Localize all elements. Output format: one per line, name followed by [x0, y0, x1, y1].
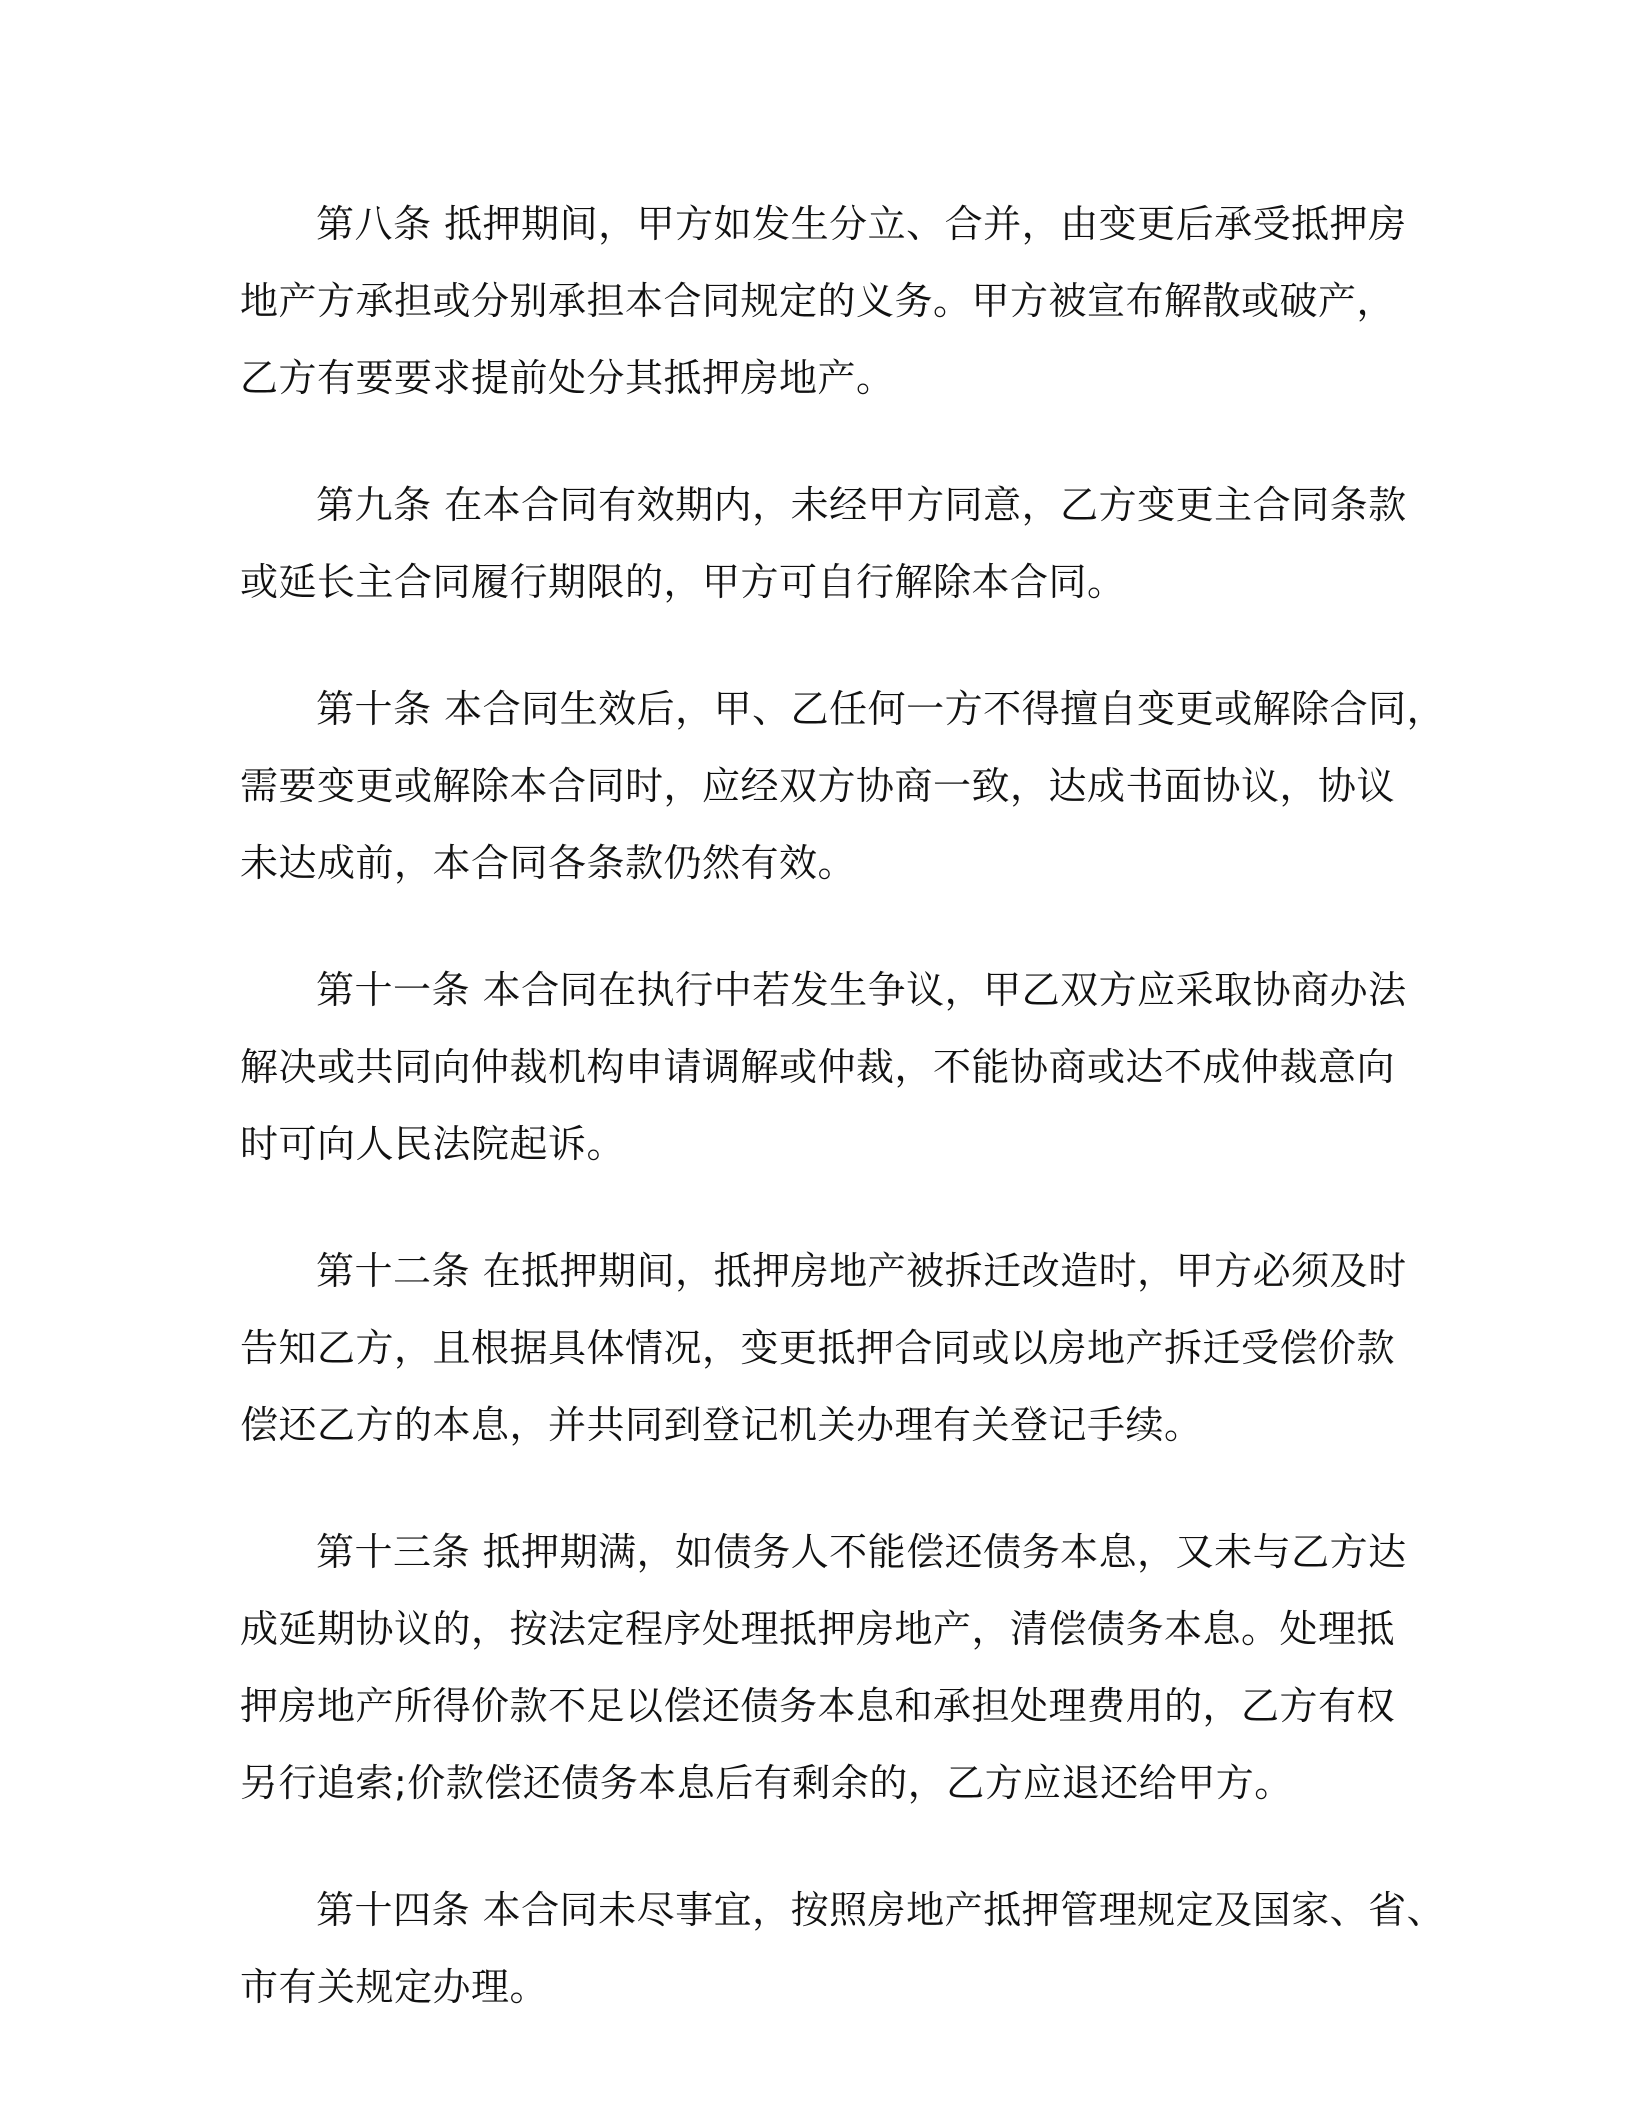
clause-line: 成延期协议的，按法定程序处理抵押房地产，清偿债务本息。处理抵	[240, 1607, 1396, 1651]
clause-line: 第十四条 本合同未尽事宜，按照房地产抵押管理规定及国家、省、	[316, 1888, 1446, 1932]
clause-9	[240, 467, 1407, 621]
clause-line: 或延长主合同履行期限的，甲方可自行解除本合同。	[240, 560, 1126, 604]
clause-line: 需要变更或解除本合同时，应经双方协商一致，达成书面协议，协议	[240, 764, 1396, 808]
clause-line: 告知乙方，且根据具体情况，变更抵押合同或以房地产拆迁受偿价款	[240, 1326, 1396, 1370]
clause-13	[240, 1514, 1407, 1822]
clause-line: 未达成前，本合同各条款仍然有效。	[240, 841, 857, 885]
clause-line: 第十一条 本合同在执行中若发生争议，甲乙双方应采取协商办法	[316, 968, 1407, 1012]
clause-14	[240, 1872, 1446, 2026]
clause-line: 解决或共同向仲裁机构申请调解或仲裁，不能协商或达不成仲裁意向	[240, 1045, 1396, 1089]
clause-line: 第十条 本合同生效后，甲、乙任何一方不得擅自变更或解除合同，	[316, 687, 1446, 731]
clause-line: 第八条 抵押期间，甲方如发生分立、合并，由变更后承受抵押房	[316, 202, 1407, 246]
clause-line: 第十三条 抵押期满，如债务人不能偿还债务本息，又未与乙方达	[316, 1530, 1407, 1574]
clause-line: 另行追索;价款偿还债务本息后有剩余的，乙方应退还给甲方。	[240, 1761, 1293, 1805]
clause-line: 第九条 在本合同有效期内，未经甲方同意，乙方变更主合同条款	[316, 483, 1407, 527]
clause-8	[240, 186, 1407, 417]
clause-line: 押房地产所得价款不足以偿还债务本息和承担处理费用的，乙方有权	[240, 1684, 1396, 1728]
clause-line: 市有关规定办理。	[240, 1965, 549, 2009]
clause-line: 时可向人民法院起诉。	[240, 1122, 626, 1166]
clause-11	[240, 952, 1407, 1183]
document-page	[240, 186, 1446, 2076]
clause-line: 第十二条 在抵押期间，抵押房地产被拆迁改造时，甲方必须及时	[316, 1249, 1407, 1293]
clause-10	[240, 671, 1446, 902]
clause-12	[240, 1233, 1407, 1464]
clause-line: 偿还乙方的本息，并共同到登记机关办理有关登记手续。	[240, 1403, 1203, 1447]
clause-line: 乙方有要要求提前处分其抵押房地产。	[240, 356, 895, 400]
clause-line: 地产方承担或分别承担本合同规定的义务。甲方被宣布解散或破产，	[240, 279, 1396, 323]
